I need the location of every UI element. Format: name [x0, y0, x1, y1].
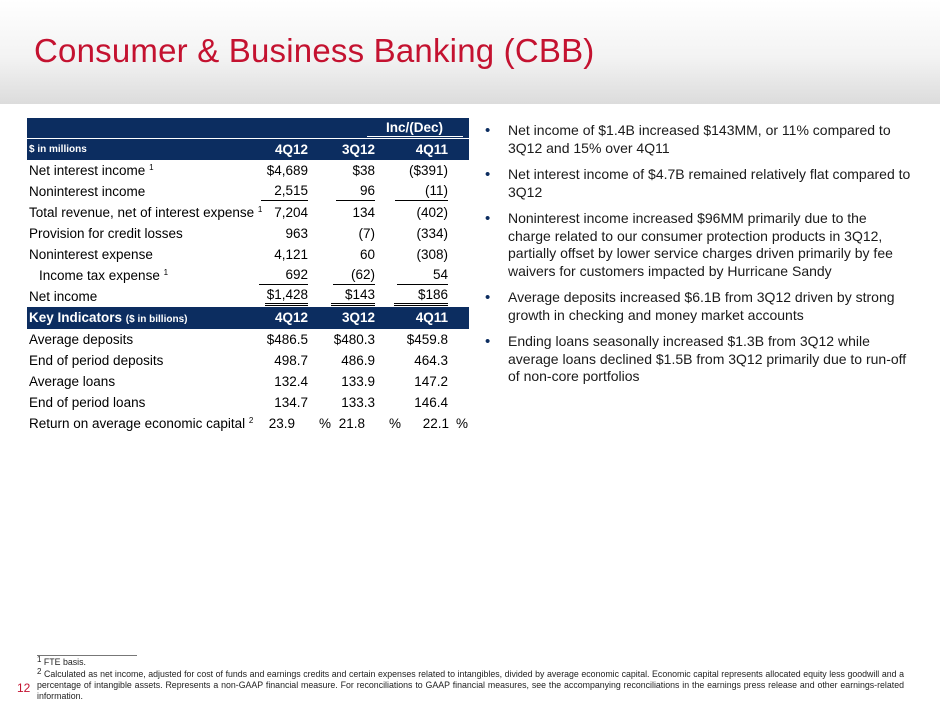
row-col2: 134: [352, 205, 375, 220]
inc-dec-header: Inc/(Dec): [385, 120, 443, 135]
bullet-icon: •: [485, 333, 491, 350]
row-label: End of period loans: [29, 395, 146, 410]
row-col2: $38: [352, 163, 375, 178]
header-col3: 4Q11: [415, 310, 448, 325]
row-label: Total revenue, net of interest expense $^1$: [29, 205, 263, 220]
row-col2-unit: %: [389, 416, 402, 431]
row-col3: (308): [416, 247, 448, 262]
bullet-icon: •: [485, 289, 491, 306]
row-col2: 21.8: [338, 416, 365, 431]
table-row: [27, 160, 469, 181]
row-col3: $459.8: [406, 332, 448, 347]
table-row: [27, 286, 469, 307]
row-col2: $480.3: [333, 332, 375, 347]
header-label: $ in millions: [29, 144, 87, 155]
row-col2: 486.9: [341, 353, 375, 368]
table-row: [27, 413, 469, 434]
row-col1: 7,204: [274, 205, 308, 220]
row-col3: 54: [397, 265, 448, 285]
row-label: Average deposits: [29, 332, 134, 347]
row-col3: (11): [395, 181, 448, 201]
row-label: Noninterest income: [29, 184, 146, 199]
row-col1: $4,689: [266, 163, 308, 178]
header-col2: 3Q12: [341, 310, 375, 325]
row-col1: 134.7: [274, 395, 308, 410]
row-col1: 498.7: [274, 353, 308, 368]
row-label: Noninterest expense: [29, 247, 153, 262]
row-col2: 133.9: [341, 374, 375, 389]
list-item: • Average deposits increased $6.1B from 3Q12 driven by strong growth in checking and money market accounts: [485, 289, 895, 323]
page-title: Consumer & Business Banking (CBB): [34, 32, 595, 69]
table-row: [27, 202, 469, 223]
row-col3: 146.4: [414, 395, 448, 410]
row-label: Net interest income $^1$: [29, 163, 154, 178]
row-col2: (62): [333, 265, 375, 285]
header-col1: 4Q12: [274, 310, 308, 325]
row-col3: ($391): [408, 163, 448, 178]
footnote-2: $^2$ Calculated as net income, adjusted for cost of funds and earnings credits and certain expenses related to intangibles, divided by average economic capital. Economic capital represents allocated equity less goodwill and a percentage of intangible assets. Represents a non-GAAP financial measure. For reconciliations to GAAP financial measures, see the accompanying reconciliations in the earnings press release and other earnings-related information.: [37, 667, 904, 701]
row-label: End of period deposits: [29, 353, 164, 368]
bullet-icon: •: [485, 210, 491, 227]
table-group-header: [27, 118, 469, 138]
row-label: Provision for credit losses: [29, 226, 183, 241]
row-label: Net income: [29, 289, 98, 304]
row-col1: 692: [259, 265, 308, 285]
highlights-list: [483, 122, 913, 395]
row-col2: 133.3: [341, 395, 375, 410]
key-indicators-header-row: [27, 307, 469, 329]
footnote-1: $^1$ FTE basis.: [37, 655, 86, 667]
key-indicators-title: Key Indicators ($ in billions): [29, 310, 188, 325]
table-row: [27, 223, 469, 244]
row-label: Return on average economic capital $^2$: [29, 416, 254, 431]
row-col3: (402): [416, 205, 448, 220]
row-label: Average loans: [29, 374, 116, 389]
list-item: • Net interest income of $4.7B remained relatively flat compared to 3Q12: [485, 166, 911, 200]
list-item: • Noninterest income increased $96MM primarily due to the charge related to our consumer protection products in 3Q12, partially offset by lower service charges driven primarily by fee waivers for customers impacted by Hurricane Sandy: [485, 210, 893, 279]
key-indicators-table: [27, 307, 469, 434]
row-col1: 963: [285, 226, 308, 241]
table-row: [27, 350, 469, 371]
row-col1: 23.9: [268, 416, 295, 431]
row-col2: $143: [331, 286, 375, 306]
row-col1: 2,515: [261, 181, 308, 201]
row-col2: 96: [336, 181, 375, 201]
footnote-divider: [37, 655, 137, 656]
table-row: [27, 181, 469, 202]
row-label: Income tax expense $^1$: [39, 268, 169, 283]
row-col1-unit: %: [319, 416, 332, 431]
list-item: • Ending loans seasonally increased $1.3B from 3Q12 while average loans declined $1.5B from 3Q12 primarily due to run-off of non-core portfolios: [485, 333, 907, 384]
table-row: [27, 371, 469, 392]
financial-table: [27, 118, 469, 307]
row-col1: 132.4: [274, 374, 308, 389]
row-col3: 147.2: [414, 374, 448, 389]
row-col3: 464.3: [414, 353, 448, 368]
row-col3: (334): [416, 226, 448, 241]
row-col1: $1,428: [265, 286, 308, 306]
table-row: [27, 392, 469, 413]
row-col2: 60: [359, 247, 375, 262]
header-col1: 4Q12: [274, 142, 308, 157]
table-row: [27, 265, 469, 286]
table-header-row: [27, 138, 469, 160]
bullet-icon: •: [485, 122, 491, 139]
inc-dec-underline: [367, 136, 463, 137]
list-item: • Net income of $1.4B increased $143MM, or 11% compared to 3Q12 and 15% over 4Q11: [485, 122, 891, 156]
row-col3-unit: %: [456, 416, 469, 431]
row-col2: (7): [358, 226, 375, 241]
row-col1: $486.5: [266, 332, 308, 347]
header-col2: 3Q12: [341, 142, 375, 157]
page-number: 12: [17, 681, 31, 695]
row-col1: 4,121: [274, 247, 308, 262]
table-row: [27, 244, 469, 265]
header-col3: 4Q11: [415, 142, 448, 157]
bullet-icon: •: [485, 166, 491, 183]
slide-header: [0, 0, 940, 104]
row-col3: $186: [394, 286, 448, 306]
row-col3: 22.1: [422, 416, 449, 431]
table-row: [27, 329, 469, 350]
